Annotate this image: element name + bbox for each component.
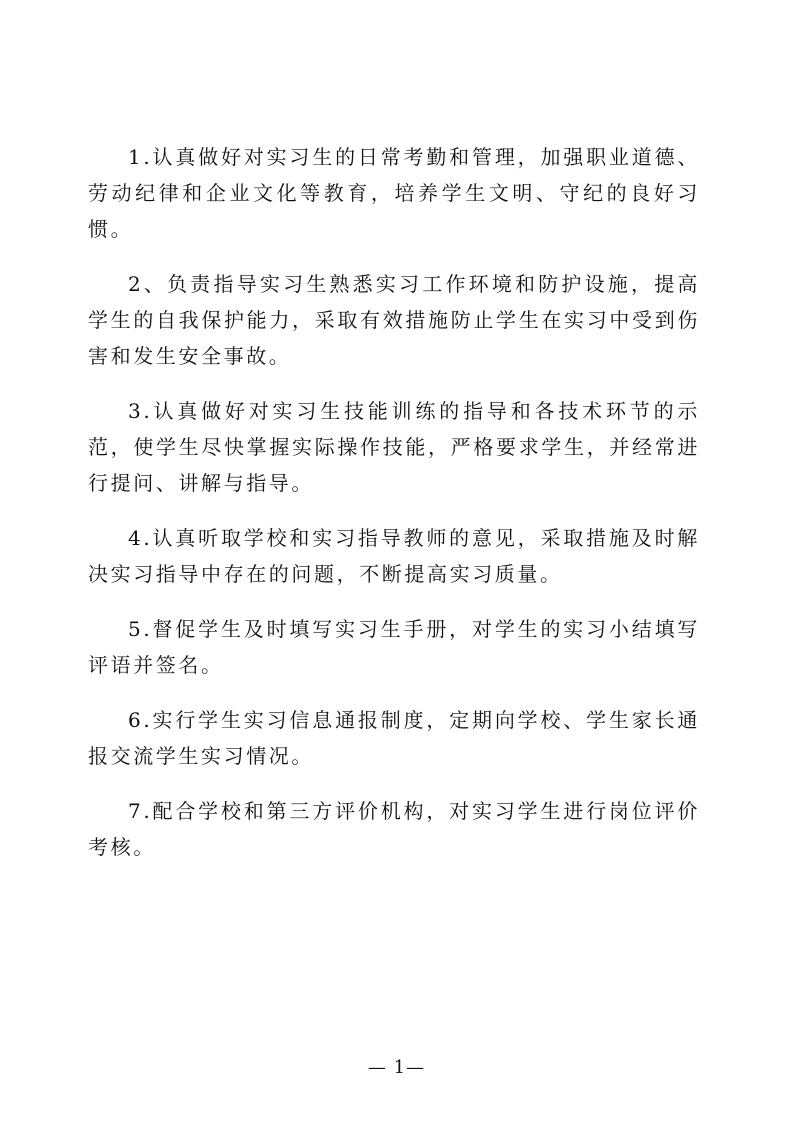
page-number: — 1— <box>367 1057 426 1078</box>
paragraph-2: 2、负责指导实习生熟悉实习工作环境和防护设施，提高学生的自我保护能力，采取有效措施防止学生在实习中受到伤害和发生安全事故。 <box>88 272 700 368</box>
paragraph-3: 3.认真做好对实习生技能训练的指导和各技术环节的示范，使学生尽快掌握实际操作技能，严格要求学生，并经常进行提问、讲解与指导。 <box>88 399 700 495</box>
paragraph-5: 5.督促学生及时填写实习生手册，对学生的实习小结填写评语并签名。 <box>88 617 700 677</box>
paragraph-1: 1.认真做好对实习生的日常考勤和管理，加强职业道德、劳动纪律和企业文化等教育，培养学生文明、守纪的良好习惯。 <box>88 145 700 241</box>
paragraph-6: 6.实行学生实习信息通报制度，定期向学校、学生家长通报交流学生实习情况。 <box>88 708 700 768</box>
paragraph-4: 4.认真听取学校和实习指导教师的意见，采取措施及时解决实习指导中存在的问题，不断提高实习质量。 <box>88 526 700 586</box>
document-body <box>88 139 700 865</box>
paragraph-7: 7.配合学校和第三方评价机构，对实习学生进行岗位评价考核。 <box>88 799 700 859</box>
